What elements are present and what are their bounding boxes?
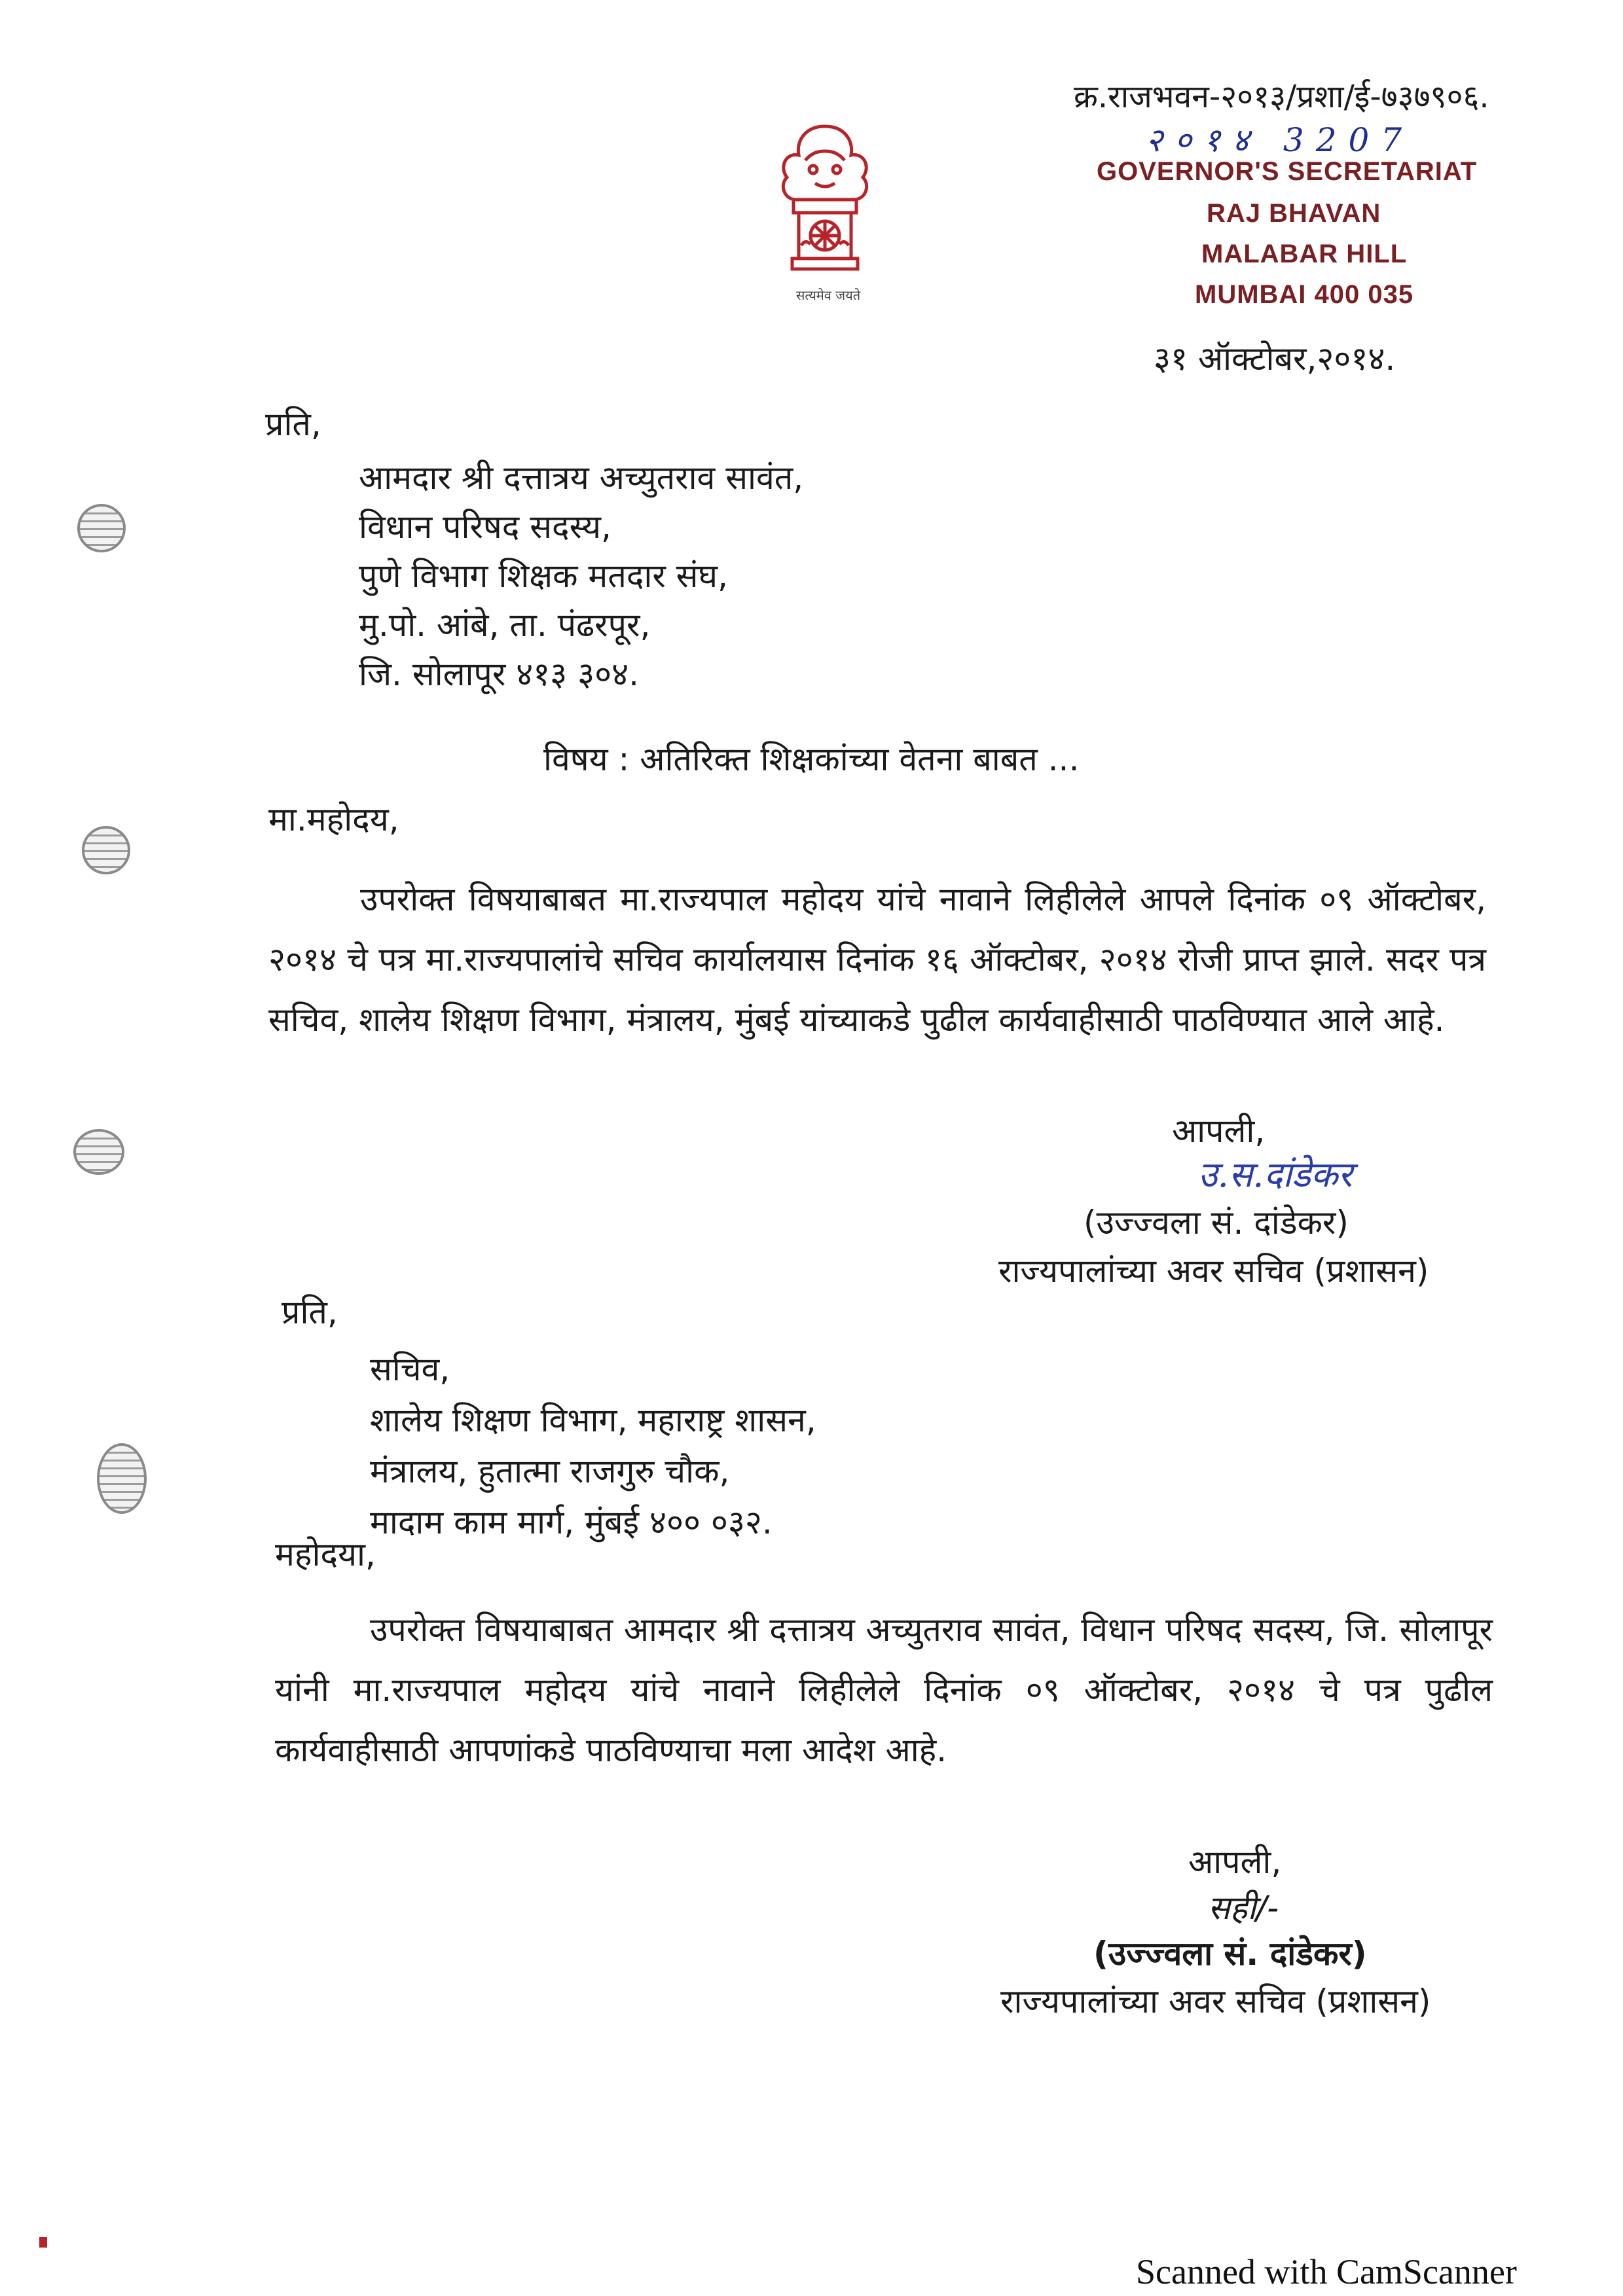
address-line: जि. सोलापूर ४१३ ३०४. (359, 655, 639, 693)
signatory-name: (उज्ज्वला सं. दांडेकर) (1093, 1935, 1367, 1973)
edge-mark (39, 2237, 47, 2248)
ashoka-emblem-icon (753, 115, 897, 291)
punch-hole (77, 504, 126, 552)
address-line: मादाम काम मार्ग, मुंबई ४०० ०३२. (370, 1503, 773, 1541)
salutation: महोदया, (275, 1535, 376, 1573)
address-line: मंत्रालय, हुतात्मा राजगुरु चौक, (370, 1452, 730, 1490)
letter-body-text: उपरोक्त विषयाबाबत आमदार श्री दत्तात्रय अच्युतराव सावंत, विधान परिषद सदस्य, जि. सोलापूर यांनी मा.राज्यपाल महोदय यांचे नावाने लिहीलेले दिनांक ०९ ऑक्टोबर, २०१४ चे पत्र पुढील कार्यवाहीसाठी आपणांकडे पाठविण्याचा मला आदेश आहे. (275, 1611, 1493, 1769)
punch-hole (73, 1129, 124, 1175)
letter-body (268, 869, 1486, 1050)
office-address-line: MUMBAI 400 035 (1195, 280, 1414, 309)
punch-hole (97, 1443, 147, 1514)
signatory-title: राज्यपालांच्या अवर सचिव (प्रशासन) (1000, 1982, 1431, 2020)
signatory-title: राज्यपालांच्या अवर सचिव (प्रशासन) (998, 1252, 1429, 1290)
address-line: पुणे विभाग शिक्षक मतदार संघ, (359, 557, 728, 595)
signed-note: सही/- (1208, 1889, 1279, 1927)
office-address-line: RAJ BHAVAN (1207, 199, 1381, 228)
office-title: GOVERNOR'S SECRETARIAT (1097, 157, 1478, 186)
closing: आपली, (1172, 1112, 1266, 1150)
signatory-name: (उज्ज्वला सं. दांडेकर) (1084, 1204, 1349, 1242)
reference-number: क्र.राजभवन-२०१३/प्रशा/ई-७३७९०६. (1074, 79, 1489, 115)
letter-body-text: उपरोक्त विषयाबाबत मा.राज्यपाल महोदय यांचे नावाने लिहीलेले आपले दिनांक ०९ ऑक्टोबर, २०१४ चे पत्र मा.राज्यपालांचे सचिव कार्यालयास दिनांक १६ ऑक्टोबर, २०१४ रोजी प्राप्त झाले. सदर पत्र सचिव, शालेय शिक्षण विभाग, मंत्रालय, मुंबई यांच्याकडे पुढील कार्यवाहीसाठी पाठविण्यात आले आहे. (268, 880, 1486, 1039)
handwritten-signature: उ.स.दांडेकर (1198, 1154, 1353, 1195)
handwritten-reference: २०१४ 3207 (1146, 121, 1414, 159)
letter-body (275, 1600, 1493, 1780)
address-line: मु.पो. आंबे, ता. पंढरपूर, (359, 606, 651, 644)
emblem-motto: सत्यमेव जयते (795, 287, 861, 303)
address-line: विधान परिषद सदस्य, (359, 508, 611, 546)
recipient-label: प्रति, (265, 405, 321, 443)
address-line: सचिव, (370, 1350, 450, 1388)
closing: आपली, (1188, 1843, 1282, 1881)
address-line: आमदार श्री दत्तात्रय अच्युतराव सावंत, (359, 459, 804, 497)
scanner-watermark: Scanned with CamScanner (1136, 2252, 1517, 2291)
state-emblem (753, 115, 897, 311)
office-address-line: MALABAR HILL (1201, 240, 1408, 268)
subject-line: विषय : अतिरिक्त शिक्षकांच्या वेतना बाबत ... (543, 740, 1080, 778)
recipient-label: प्रति, (282, 1293, 338, 1331)
letter-date: ३१ ऑक्टोबर,२०१४. (1154, 340, 1396, 378)
punch-hole (82, 826, 130, 874)
salutation: मा.महोदय, (268, 800, 399, 838)
address-line: शालेय शिक्षण विभाग, महाराष्ट्र शासन, (370, 1401, 816, 1439)
